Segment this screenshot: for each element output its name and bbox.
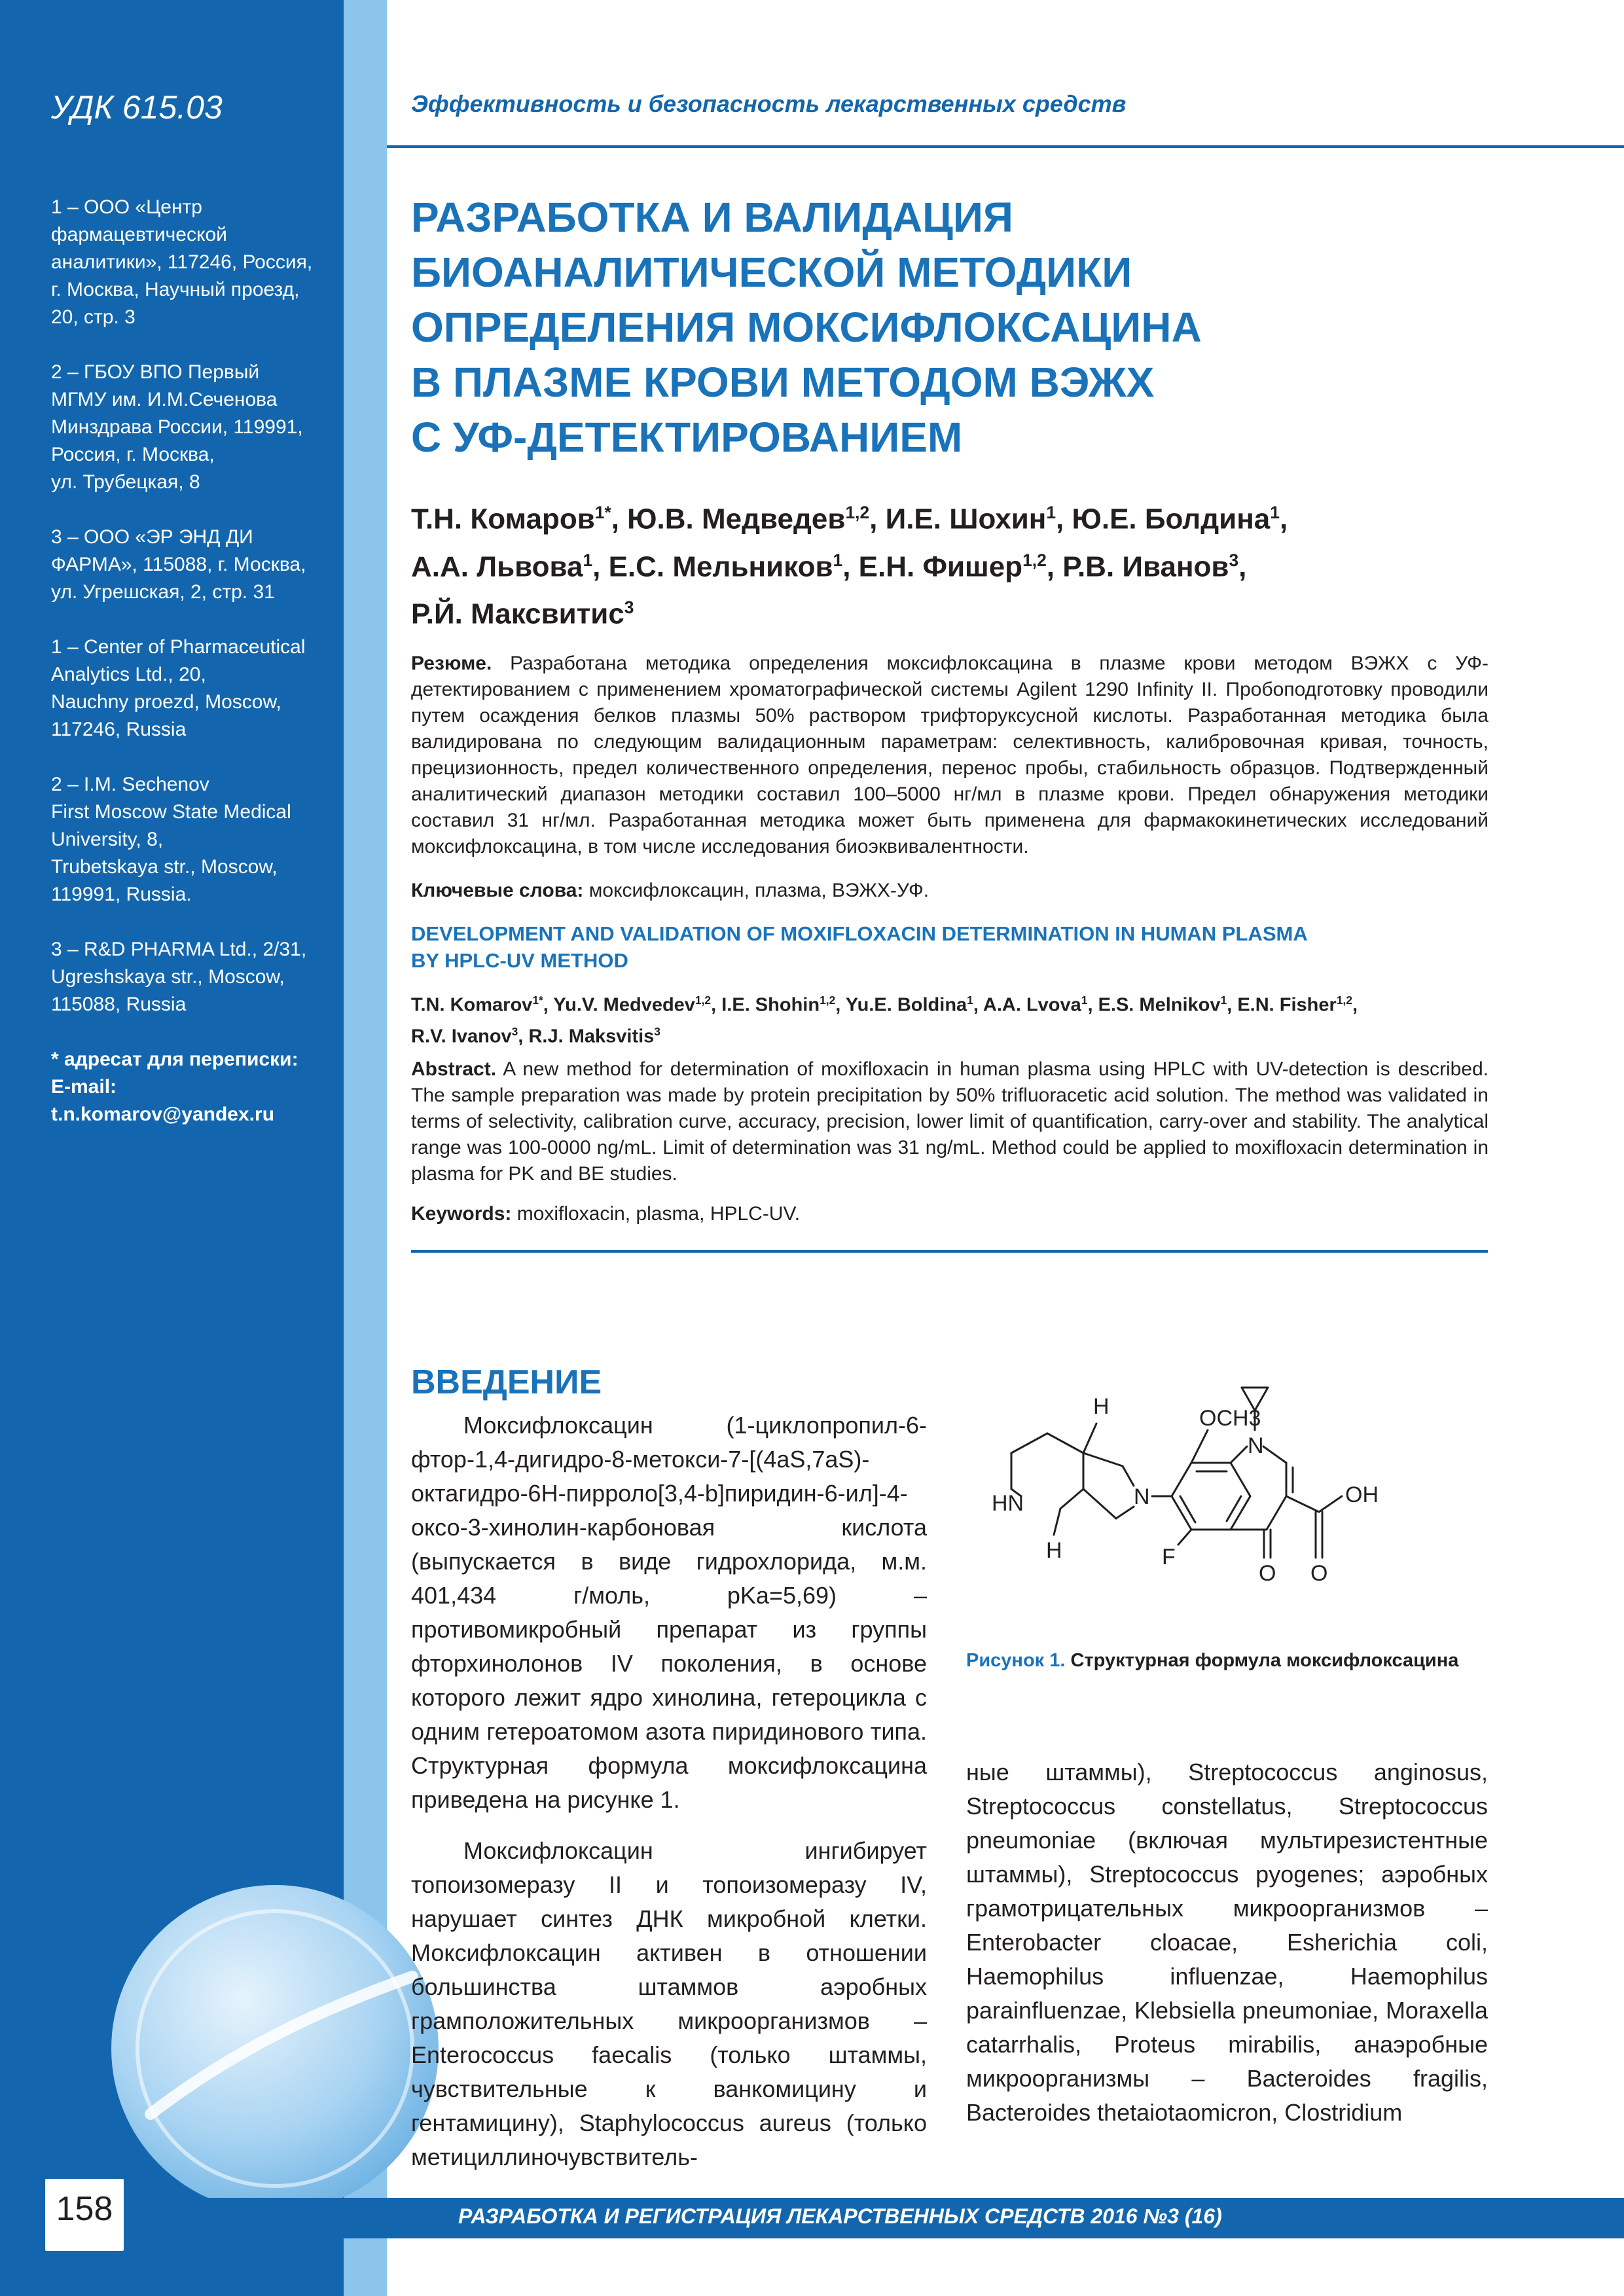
author-ru-name: Ю.В. Медведев	[627, 503, 846, 535]
author-en-name: I.E. Shohin	[721, 994, 820, 1016]
atom-o-ketone: O	[1259, 1561, 1276, 1586]
author-ru-affiliation-marker: 1	[1270, 503, 1280, 522]
correspondence-contact: * адресат для переписки: E-mail: t.n.komarov@yandex.ru	[51, 1049, 298, 1125]
keywords-ru-label: Ключевые слова:	[411, 880, 584, 901]
authors-ru: Т.Н. Комаров$^{1*}$, Ю.В. Медведев$^{1,2}$, И.Е. Шохин$^1$, Ю.Е. Болдина$^1$, А.А. Львова$^1$, Е.С. Мельников$^1$, Е.Н. Фишер$^{1,2}$, Р.В. Иванов$^3$, Р.Й. Максвитис$^3$	[411, 503, 1288, 630]
author-en-name: Yu.V. Medvedev	[553, 994, 695, 1016]
header-divider	[387, 145, 1624, 148]
atom-hn: HN	[992, 1491, 1024, 1516]
figure-caption-text: Структурная формула моксифлоксацина	[1070, 1650, 1459, 1671]
keywords-en-text: moxifloxacin, plasma, HPLC-UV.	[516, 1203, 801, 1225]
keywords-en-label: Keywords:	[411, 1203, 512, 1225]
atom-f: F	[1162, 1545, 1176, 1570]
affiliations	[51, 194, 333, 1128]
moxifloxacin-structure-figure	[962, 1368, 1499, 1669]
author-ru-affiliation-marker: 3	[1229, 550, 1239, 570]
author-ru-affiliation-marker: 1,2	[1022, 550, 1047, 570]
journal-name: РАЗРАБОТКА И РЕГИСТРАЦИЯ ЛЕКАРСТВЕННЫХ СРЕДСТВ 2016 №3 (16)	[458, 2204, 1222, 2228]
keywords-en	[411, 1203, 800, 1225]
intro-paragraph-3: ные штаммы), Streptococcus anginosus, Streptococcus constellatus, Streptococcus pneumoniae (включая мультирезистентные штаммы), Streptococcus pyogenes; аэробных грамотрицательных микроорганизмов – Enterobacter cloacae, Esherichia coli, Haemophilus influenzae, Haemophilus parainfluenzae, Klebsiella pneumoniae, Moraxella catarrhalis, Proteus mirabilis, анаэробные микроорганизмы – Bacteroides fragilis, Bacteroides thetaiotaomicron, Clostridium	[966, 1759, 1488, 2126]
abstract-ru	[411, 651, 1489, 860]
author-en-name: E.N. Fisher	[1237, 994, 1337, 1016]
keywords-ru-text: моксифлоксацин, плазма, ВЭЖХ-УФ.	[588, 880, 929, 901]
udk-code: УДК 615.03	[51, 89, 223, 126]
article-title: РАЗРАБОТКА И ВАЛИДАЦИЯ БИОАНАЛИТИЧЕСКОЙ МЕТОДИКИ ОПРЕДЕЛЕНИЯ МОКСИФЛОКСАЦИНА В ПЛАЗМЕ КРОВИ МЕТОДОМ ВЭЖХ С УФ-ДЕТЕКТИРОВАНИЕМ	[411, 194, 1202, 461]
atom-och3: OCH3	[1199, 1406, 1261, 1431]
atom-n-quinolone: N	[1248, 1433, 1264, 1458]
author-ru-name: Р.В. Иванов	[1062, 550, 1229, 583]
author-ru-affiliation-marker: 1	[1046, 503, 1056, 522]
author-en-name: T.N. Komarov	[411, 994, 533, 1016]
affiliation-1-en: 1 – Center of Pharmaceutical Analytics Ltd., 20, Nauchny proezd, Moscow, 117246, Russia	[51, 636, 306, 740]
abstract-ru-label: Резюме.	[411, 653, 492, 674]
abstract-ru-text: Разработана методика определения моксифлоксацина в плазме крови методом ВЭЖХ с УФ-детектированием с применением хроматографической системы Agilent 1290 Infinity II. Пробоподготовку проводили путем осаждения белков плазмы 50% раствором трифторуксусной кислоты. Разработанная методика была валидирована по следующим валидационным параметрам: селективность, калибровочная кривая, точность, прецизионность, предел количественного определения, перенос пробы, стабильность образцов. Подтвержденный аналитический диапазон методики составил 100–5000 нг/мл в плазме крови. Предел обнаружения методики составил 31 нг/мл. Разработанная методика может быть применена для фармакокинетических исследований моксифлоксацина, в том числе исследования биоэквивалентности.	[411, 653, 1489, 857]
author-en-affiliation-marker: 1,2	[1336, 994, 1352, 1007]
article-title-en: DEVELOPMENT AND VALIDATION OF MOXIFLOXACIN DETERMINATION IN HUMAN PLASMA BY HPLC-UV METHOD	[411, 922, 1308, 972]
affiliation-3-ru: 3 – ООО «ЭР ЭНД ДИ ФАРМА», 115088, г. Москва, ул. Угрешская, 2, стр. 31	[51, 526, 306, 603]
keywords-ru	[411, 880, 929, 902]
author-en-affiliation-marker: 1*	[532, 994, 543, 1007]
author-en-affiliation-marker: 1,2	[820, 994, 836, 1007]
abstract-en-text: A new method for determination of moxifloxacin in human plasma using HPLC with UV-detection is described. The sample preparation was made by protein precipitation by 50% trifluoracetic acid solution. The method was validated in terms of selectivity, calibration curve, accuracy, precision, lower limit of quantification, carry-over and stability. The analytical range was 100-0000 ng/mL. Limit of determination was 31 ng/mL. Method could be applied to moxifloxacin determination in plasma for PK and BE studies.	[411, 1058, 1489, 1185]
author-en-name: Yu.E. Boldina	[845, 994, 967, 1016]
author-ru-name: Е.С. Мельников	[608, 550, 833, 583]
author-ru-name: Ю.Е. Болдина	[1072, 503, 1271, 535]
author-ru-name: А.А. Львова	[411, 550, 583, 583]
intro-column-2	[966, 1755, 1488, 2130]
author-en-name: A.A. Lvova	[983, 994, 1081, 1016]
author-en-affiliation-marker: 1	[1081, 994, 1088, 1007]
author-ru-affiliation-marker: 1	[833, 550, 843, 570]
affiliation-2-en: 2 – I.M. Sechenov First Moscow State Medical University, 8, Trubetskaya str., Moscow, 119991, Russia.	[51, 774, 291, 905]
intro-heading: ВВЕДЕНИЕ	[411, 1363, 602, 1401]
author-en-affiliation-marker: 1,2	[695, 994, 712, 1007]
abstract-divider	[411, 1250, 1488, 1253]
abstract-en-label: Abstract.	[411, 1058, 497, 1080]
author-ru-affiliation-marker: 1	[583, 550, 593, 570]
page-number: 158	[56, 2190, 113, 2228]
section-title: Эффективность и безопасность лекарственных средств	[411, 90, 1127, 117]
atom-oh: OH	[1345, 1482, 1379, 1507]
author-en-affiliation-marker: 3	[511, 1024, 518, 1038]
affiliation-1-ru: 1 – ООО «Центр фармацевтической аналитики», 117246, Россия, г. Москва, Научный проезд, 20, стр. 3	[51, 196, 313, 328]
abstract-en	[411, 1056, 1489, 1187]
figure-caption	[966, 1647, 1490, 1674]
atom-h-top: H	[1093, 1394, 1110, 1419]
tablet-illustration	[105, 1878, 445, 2219]
author-ru-name: И.Е. Шохин	[885, 503, 1047, 535]
intro-column-1	[411, 1408, 927, 2191]
author-ru-affiliation-marker: 1*	[594, 503, 611, 522]
intro-paragraph-2: Моксифлоксацин ингибирует топоизомеразу II и топоизомеразу IV, нарушает синтез ДНК микробной клетки. Моксифлоксацин активен в отношении большинства штаммов аэробных грамположительных микроорганизмов – Enterococcus faecalis (только штаммы, чувствительные к ванкомицину и гентамицину), Staphylococcus aureus (только метициллиночувствитель-	[411, 1837, 927, 2170]
author-en-affiliation-marker: 1	[967, 994, 973, 1007]
author-ru-name: Т.Н. Комаров	[411, 503, 595, 535]
author-en-name: R.V. Ivanov	[411, 1026, 512, 1047]
author-en-affiliation-marker: 1	[1220, 994, 1227, 1007]
affiliation-3-en: 3 – R&D PHARMA Ltd., 2/31, Ugreshskaya str., Moscow, 115088, Russia	[51, 939, 307, 1015]
atom-n-pyrrolidine: N	[1134, 1484, 1150, 1509]
atom-o-acid: O	[1310, 1561, 1328, 1586]
author-ru-name: Р.Й. Максвитис	[411, 598, 624, 630]
affiliation-2-ru: 2 – ГБОУ ВПО Первый МГМУ им. И.М.Сеченова Минздрава России, 119991, Россия, г. Москва, ул. Трубецкая, 8	[51, 361, 303, 493]
author-en-affiliation-marker: 3	[654, 1024, 660, 1038]
figure-caption-label: Рисунок 1.	[966, 1650, 1066, 1671]
authors-en: T.N. Komarov$^{1*}$, Yu.V. Medvedev$^{1,2}$, I.E. Shohin$^{1,2}$, Yu.E. Boldina$^1$, A.A. Lvova$^1$, E.S. Melnikov$^1$, E.N. Fisher$^{1,2}$, R.V. Ivanov$^3$, R.J. Maksvitis$^3$	[411, 994, 1358, 1047]
author-ru-name: Е.Н. Фишер	[858, 550, 1023, 583]
intro-paragraph-1: Моксифлоксацин (1-циклопропил-6-фтор-1,4-дигидро-8-метокси-7-[(4aS,7aS)-октагидро-6Н-пирроло[3,4-b]пиридин-6-ил]-4-оксо-3-хинолин-карбоновая кислота (выпускается в виде гидрохлорида, м.м. 401,434 г/моль, pKa=5,69) – противомикробный препарат из группы фторхинолонов IV поколения, в основе которого лежит ядро хинолина, гетероцикла с одним гетероатомом азота пиридинового типа. Структурная формула моксифлоксацина приведена на рисунке 1.	[411, 1412, 927, 1813]
author-ru-affiliation-marker: 3	[624, 598, 634, 618]
atom-h-bottom: H	[1046, 1538, 1062, 1563]
author-ru-affiliation-marker: 1,2	[845, 503, 870, 522]
author-en-name: R.J. Maksvitis	[528, 1026, 655, 1047]
author-en-name: E.S. Melnikov	[1098, 994, 1221, 1016]
